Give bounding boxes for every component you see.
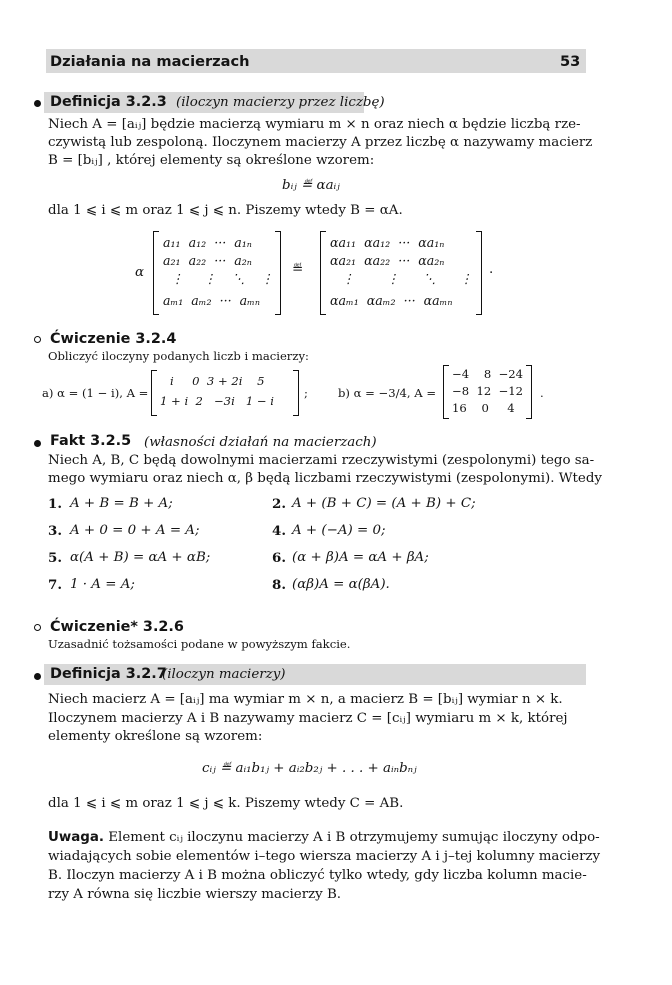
note-text: Element cᵢⱼ iloczynu macierzy A i B otrzymujemy sumując iloczyny odpo- bbox=[108, 830, 600, 845]
matrix-row: 16 0 4 bbox=[452, 401, 515, 415]
fact-item-number: 7. bbox=[48, 577, 62, 593]
exercise-bullet bbox=[34, 624, 41, 631]
definition-text-line: elementy określone są wzorem: bbox=[48, 729, 263, 744]
matrix-row: 1 + i 2 −3i 1 − i bbox=[160, 394, 274, 408]
matrix-left-bracket bbox=[320, 231, 326, 315]
fact-item: (α + β)A = αA + βA; bbox=[292, 550, 429, 565]
exercise-text: Obliczyć iloczyny podanych liczb i macierzy: bbox=[48, 349, 309, 363]
matrix-row: a₂₁ a₂₂ ··· a₂ₙ bbox=[163, 253, 252, 268]
note-line: B. Iloczyn macierzy A i B można obliczyć tylko wtedy, gdy liczba kolumn macie- bbox=[48, 868, 587, 883]
definition-text-line: dla 1 ⩽ i ⩽ m oraz 1 ⩽ j ⩽ k. Piszemy wtedy C = AB. bbox=[48, 796, 404, 811]
definition-bullet bbox=[34, 100, 41, 107]
matrix-row: a₁₁ a₁₂ ··· a₁ₙ bbox=[163, 235, 252, 250]
matrix-right-bracket bbox=[526, 365, 532, 419]
exercise-label: Ćwiczenie 3.2.4 bbox=[50, 331, 177, 347]
fact-item-number: 6. bbox=[272, 550, 286, 566]
definition-sign: ≝ bbox=[292, 262, 304, 277]
fact-item: A + 0 = 0 + A = A; bbox=[70, 523, 200, 538]
definition-text-line: dla 1 ⩽ i ⩽ m oraz 1 ⩽ j ⩽ n. Piszemy wtedy B = αA. bbox=[48, 203, 403, 218]
definition-formula: cᵢⱼ ≝ aᵢ₁b₁ⱼ + aᵢ₂b₂ⱼ + . . . + aᵢₙbₙⱼ bbox=[202, 761, 417, 776]
fact-item: A + B = B + A; bbox=[70, 496, 173, 511]
definition-text-line: B = [bᵢⱼ] , której elementy są określone wzorem: bbox=[48, 153, 375, 168]
definition-label: Definicja 3.2.7 bbox=[50, 666, 167, 682]
matrix-row: ⋮ ⋮ ⋱ ⋮ bbox=[163, 271, 274, 286]
fact-text-line: Niech A, B, C będą dowolnymi macierzami rzeczywistymi (zespolonymi) tego sa- bbox=[48, 453, 595, 468]
page-header-title: Działania na macierzach bbox=[50, 53, 250, 70]
definition-bullet bbox=[34, 673, 41, 680]
period: . bbox=[489, 262, 494, 277]
alpha-symbol: α bbox=[135, 265, 145, 280]
fact-item: A + (−A) = 0; bbox=[292, 523, 386, 538]
definition-text-line: Niech A = [aᵢⱼ] będzie macierzą wymiaru m × n oraz niech α będzie liczbą rze- bbox=[48, 117, 581, 132]
fact-item: α(A + B) = αA + αB; bbox=[70, 550, 211, 565]
matrix-right-bracket bbox=[275, 231, 281, 315]
note-line bbox=[48, 830, 600, 845]
matrix-right-bracket bbox=[293, 370, 299, 416]
matrix-left-bracket bbox=[153, 231, 159, 315]
fact-item-number: 4. bbox=[272, 523, 286, 539]
exercise-text: Uzasadnić tożsamości podane w powyższym fakcie. bbox=[48, 637, 351, 651]
fact-item: (αβ)A = α(βA). bbox=[292, 577, 390, 592]
definition-text-line: Iloczynem macierzy A i B nazywamy macierz C = [cᵢⱼ] wymiaru m × k, której bbox=[48, 711, 568, 726]
separator: ; bbox=[304, 386, 308, 400]
fact-label: Fakt 3.2.5 bbox=[50, 433, 132, 449]
matrix-row: ⋮ ⋮ ⋱ ⋮ bbox=[330, 271, 473, 286]
matrix-row: αa₁₁ αa₁₂ ··· αa₁ₙ bbox=[330, 235, 445, 250]
exercise-part-b: b) α = −3/4, A = bbox=[338, 386, 437, 400]
fact-item-number: 5. bbox=[48, 550, 62, 566]
definition-text-line: czywistą lub zespoloną. Iloczynem macierzy A przez liczbę α nazywamy macierz bbox=[48, 135, 593, 150]
matrix-right-bracket bbox=[476, 231, 482, 315]
fact-text-line: mego wymiaru oraz niech α, β będą liczbami rzeczywistymi (zespolonymi). Wtedy bbox=[48, 471, 602, 486]
matrix-row: aₘ₁ aₘ₂ ··· aₘₙ bbox=[163, 293, 260, 308]
matrix-left-bracket bbox=[151, 370, 157, 416]
exercise-label: Ćwiczenie* 3.2.6 bbox=[50, 619, 184, 635]
definition-label: Definicja 3.2.3 bbox=[50, 94, 167, 110]
definition-text-line: Niech macierz A = [aᵢⱼ] ma wymiar m × n, a macierz B = [bᵢⱼ] wymiar n × k. bbox=[48, 692, 563, 707]
matrix-left-bracket bbox=[443, 365, 449, 419]
fact-subtitle: (własności działań na macierzach) bbox=[144, 435, 377, 450]
period: . bbox=[540, 386, 544, 400]
fact-item-number: 2. bbox=[272, 496, 286, 512]
matrix-row: −8 12 −12 bbox=[452, 384, 524, 398]
matrix-row: αa₂₁ αa₂₂ ··· αa₂ₙ bbox=[330, 253, 445, 268]
note-line: wiadających sobie elementów i–tego wiersza macierzy A i j–tej kolumny macierzy bbox=[48, 849, 601, 864]
definition-subtitle: (iloczyn macierzy) bbox=[162, 667, 286, 682]
exercise-part-a: a) α = (1 − i), A = bbox=[42, 386, 149, 400]
fact-item-number: 8. bbox=[272, 577, 286, 593]
matrix-row: −4 8 −24 bbox=[452, 367, 524, 381]
fact-bullet bbox=[34, 440, 41, 447]
definition-formula: bᵢⱼ ≝ αaᵢⱼ bbox=[282, 178, 340, 193]
fact-item-number: 1. bbox=[48, 496, 62, 512]
matrix-row: αaₘ₁ αaₘ₂ ··· αaₘₙ bbox=[330, 293, 453, 308]
exercise-bullet bbox=[34, 336, 41, 343]
note-label: Uwaga. bbox=[48, 830, 104, 845]
fact-item: A + (B + C) = (A + B) + C; bbox=[292, 496, 476, 511]
definition-subtitle: (iloczyn macierzy przez liczbę) bbox=[176, 95, 385, 110]
fact-item: 1 · A = A; bbox=[70, 577, 135, 592]
matrix-row: i 0 3 + 2i 5 bbox=[170, 374, 265, 388]
fact-item-number: 3. bbox=[48, 523, 62, 539]
page-number: 53 bbox=[560, 53, 581, 70]
note-line: rzy A równa się liczbie wierszy macierzy B. bbox=[48, 887, 342, 902]
